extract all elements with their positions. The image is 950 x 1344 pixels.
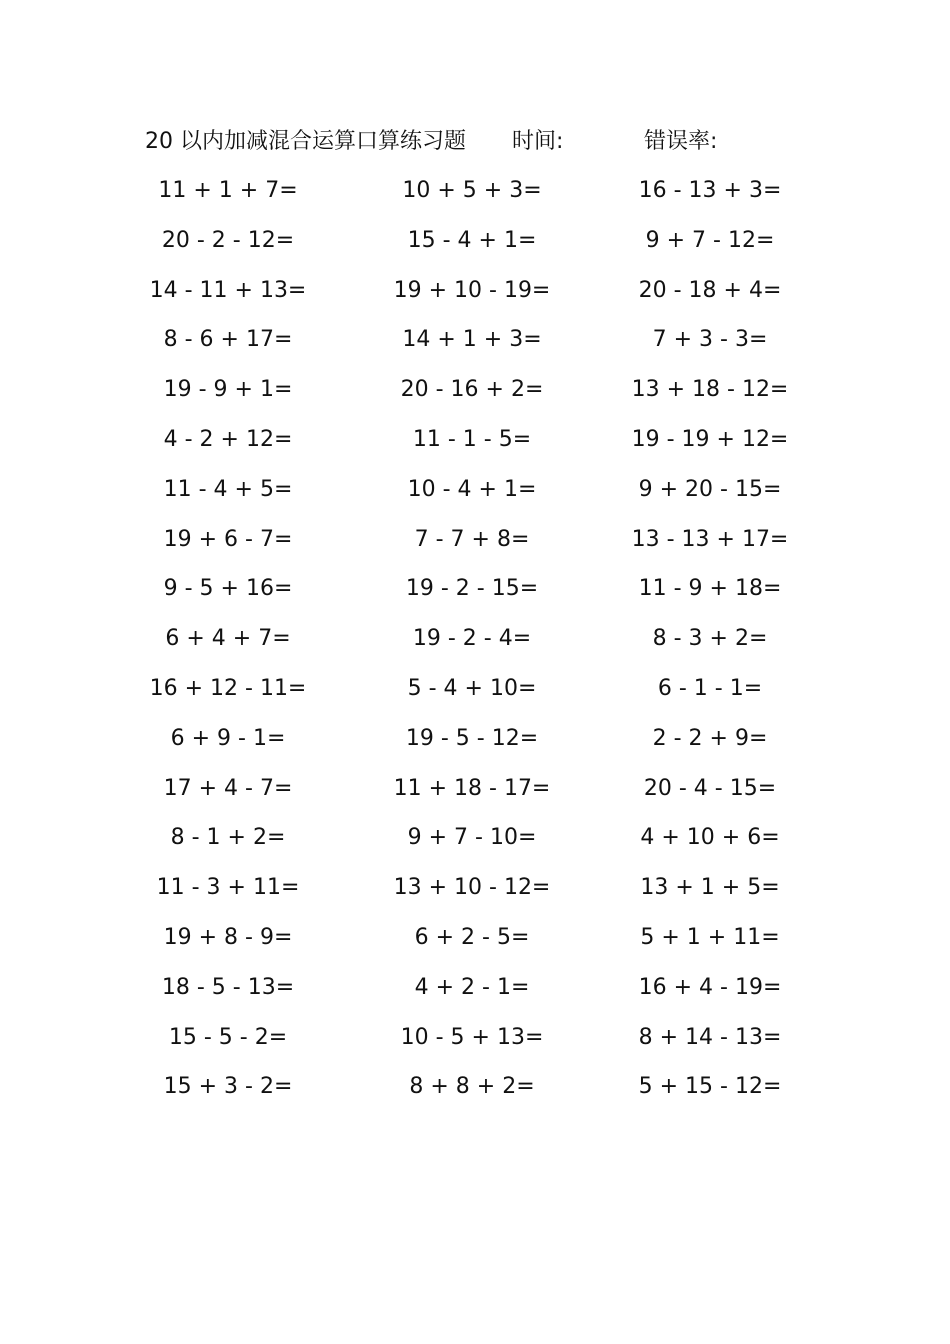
math-problem: 13 - 13 + 17= — [631, 526, 789, 552]
math-problem: 7 + 3 - 3= — [652, 327, 768, 353]
math-problem: 19 + 10 - 19= — [393, 277, 551, 303]
time-label: 时间: — [512, 129, 564, 154]
math-problem: 14 - 11 + 13= — [149, 277, 307, 303]
math-problem: 5 - 4 + 10= — [407, 675, 537, 701]
problem-grid — [0, 171, 950, 1117]
problem-row — [0, 818, 950, 868]
math-problem: 8 + 8 + 2= — [409, 1074, 535, 1100]
math-problem: 10 - 5 + 13= — [400, 1024, 544, 1050]
math-problem: 6 - 1 - 1= — [657, 675, 763, 701]
math-problem: 19 + 6 - 7= — [163, 526, 293, 552]
math-problem: 20 - 4 - 15= — [643, 775, 777, 801]
math-problem: 15 - 4 + 1= — [407, 227, 537, 253]
math-problem: 11 + 1 + 7= — [158, 178, 298, 203]
error-rate-label: 错误率: — [644, 129, 718, 154]
worksheet-title: 20 以内加减混合运算口算练习题 — [145, 129, 466, 154]
problem-row — [0, 1067, 950, 1117]
math-problem: 16 + 4 - 19= — [638, 974, 782, 1000]
math-problem: 13 + 18 - 12= — [631, 377, 789, 403]
problem-row — [0, 370, 950, 420]
math-problem: 4 - 2 + 12= — [163, 426, 293, 452]
math-problem: 11 - 4 + 5= — [163, 476, 293, 502]
math-problem: 4 + 10 + 6= — [640, 825, 780, 851]
math-problem: 19 - 5 - 12= — [405, 725, 539, 751]
math-problem: 19 - 2 - 15= — [405, 576, 539, 602]
math-problem: 8 - 3 + 2= — [652, 626, 768, 652]
math-problem: 15 + 3 - 2= — [163, 1074, 293, 1100]
math-problem: 11 + 18 - 17= — [393, 775, 551, 801]
math-problem: 13 + 1 + 5= — [640, 875, 780, 901]
math-problem: 16 - 13 + 3= — [638, 178, 782, 203]
math-problem: 9 - 5 + 16= — [163, 576, 293, 602]
problem-row — [0, 470, 950, 520]
worksheet-header — [0, 124, 950, 160]
problem-row — [0, 320, 950, 370]
math-problem: 19 - 19 + 12= — [631, 426, 789, 452]
problem-row — [0, 1018, 950, 1068]
problem-row — [0, 918, 950, 968]
math-problem: 20 - 16 + 2= — [400, 377, 544, 403]
math-problem: 16 + 12 - 11= — [149, 675, 307, 701]
math-problem: 19 + 8 - 9= — [163, 924, 293, 950]
math-problem: 17 + 4 - 7= — [163, 775, 293, 801]
math-problem: 9 + 7 - 12= — [645, 227, 775, 253]
math-problem: 11 - 3 + 11= — [156, 875, 300, 901]
math-problem: 14 + 1 + 3= — [402, 327, 542, 353]
math-problem: 8 - 6 + 17= — [163, 327, 293, 353]
math-problem: 20 - 18 + 4= — [638, 277, 782, 303]
math-problem: 15 - 5 - 2= — [168, 1024, 288, 1050]
math-problem: 6 + 9 - 1= — [170, 725, 286, 751]
math-problem: 5 + 15 - 12= — [638, 1074, 782, 1100]
problem-row — [0, 968, 950, 1018]
problem-row — [0, 171, 950, 221]
math-problem: 19 - 2 - 4= — [412, 626, 532, 652]
math-problem: 11 - 9 + 18= — [638, 576, 782, 602]
math-problem: 10 - 4 + 1= — [407, 476, 537, 502]
problem-row — [0, 221, 950, 271]
problem-row — [0, 769, 950, 819]
math-problem: 4 + 2 - 1= — [414, 974, 530, 1000]
math-problem: 8 - 1 + 2= — [170, 825, 286, 851]
problem-row — [0, 569, 950, 619]
math-problem: 6 + 2 - 5= — [414, 924, 530, 950]
math-problem: 6 + 4 + 7= — [165, 626, 291, 652]
problem-row — [0, 669, 950, 719]
math-problem: 7 - 7 + 8= — [414, 526, 530, 552]
problem-row — [0, 868, 950, 918]
math-problem: 13 + 10 - 12= — [393, 875, 551, 901]
math-problem: 8 + 14 - 13= — [638, 1024, 782, 1050]
math-problem: 9 + 7 - 10= — [407, 825, 537, 851]
math-problem: 18 - 5 - 13= — [161, 974, 295, 1000]
math-problem: 10 + 5 + 3= — [402, 178, 542, 203]
math-problem: 2 - 2 + 9= — [652, 725, 768, 751]
problem-row — [0, 719, 950, 769]
problem-row — [0, 520, 950, 570]
problem-row — [0, 420, 950, 470]
problem-row — [0, 619, 950, 669]
math-problem: 5 + 1 + 11= — [640, 924, 780, 950]
problem-row — [0, 271, 950, 321]
math-problem: 19 - 9 + 1= — [163, 377, 293, 403]
math-problem: 20 - 2 - 12= — [161, 227, 295, 253]
math-problem: 9 + 20 - 15= — [638, 476, 782, 502]
math-problem: 11 - 1 - 5= — [412, 426, 532, 452]
